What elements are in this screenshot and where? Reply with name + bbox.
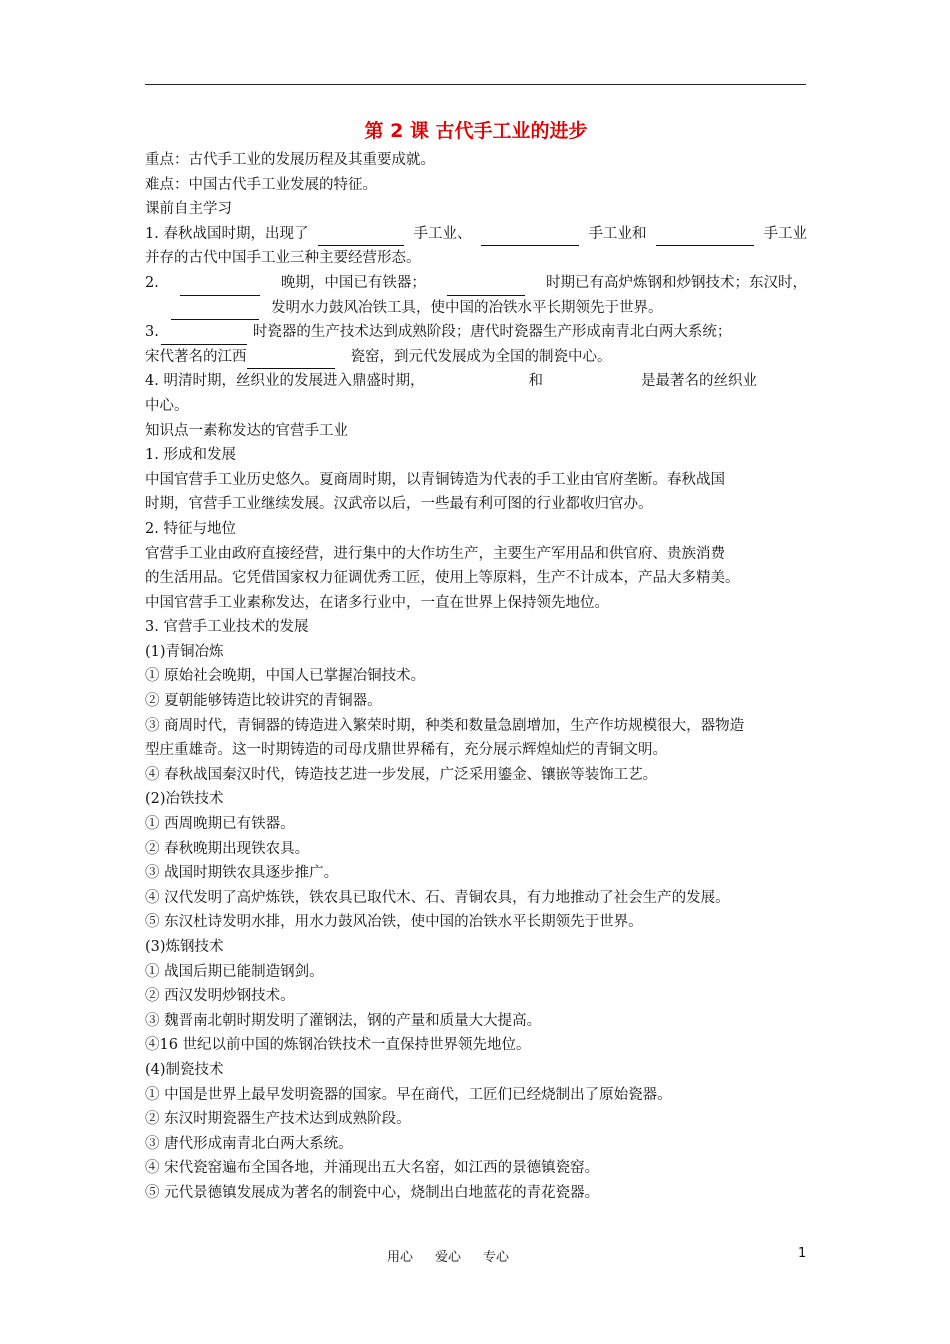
- list-item: ① 原始社会晚期，中国人已掌握冶铜技术。: [145, 668, 426, 685]
- question-3-line: 3. 时瓷器的生产技术达到成熟阶段；唐代时瓷器生产形成南青北白两大系统；: [145, 320, 807, 345]
- list-item: ③ 唐代形成南青北白两大系统。: [145, 1135, 353, 1152]
- list-item: ④ 汉代发明了高炉炼铁，铁农具已取代木、石、青铜农具，有力地推动了社会生产的发展。: [145, 889, 730, 906]
- subsection-heading: (2)冶铁技术: [145, 791, 224, 808]
- question-4-line-2: 中心。: [145, 397, 189, 414]
- list-item: ③ 战国时期铁农具逐步推广。: [145, 865, 339, 882]
- footer-motto: 用心 爱心 专心: [387, 1250, 510, 1265]
- lesson-title: 第 2 课 古代手工业的进步: [364, 120, 588, 142]
- key-points: 重点：古代手工业的发展历程及其重要成就。: [145, 152, 435, 168]
- fill-blank[interactable]: [161, 327, 247, 345]
- header-rule: [145, 84, 806, 85]
- list-item: ① 战国后期已能制造钢剑。: [145, 963, 324, 980]
- list-item: ① 中国是世界上最早发明瓷器的国家。早在商代，工匠们已经烧制出了原始瓷器。: [145, 1086, 672, 1103]
- paragraph-line: 中国官营手工业历史悠久。夏商周时期，以青铜铸造为代表的手工业由官府垄断。春秋战国: [145, 471, 725, 488]
- fill-blank[interactable]: [447, 278, 525, 296]
- question-4-line: 4. 明清时期，丝织业的发展进入鼎盛时期， 和 是最著名的丝织业: [145, 373, 757, 390]
- list-item: ④16 世纪以前中国的炼钢冶铁技术一直保持世界领先地位。: [145, 1037, 531, 1054]
- section-heading: 3. 官营手工业技术的发展: [145, 619, 309, 636]
- paragraph-line: 时期，官营手工业继续发展。汉武帝以后，一些最有利可图的行业都收归官办。: [145, 496, 653, 513]
- knowledge-heading: 知识点一素称发达的官营手工业: [145, 422, 348, 439]
- list-item: ② 春秋晚期出现铁农具。: [145, 840, 310, 857]
- fill-blank[interactable]: [656, 228, 754, 246]
- list-item: 型庄重雄奇。这一时期铸造的司母戊鼎世界稀有，充分展示辉煌灿烂的青铜文明。: [145, 742, 667, 759]
- document-body: [145, 118, 807, 1206]
- subsection-heading: (1)青铜冶炼: [145, 643, 224, 660]
- fill-blank[interactable]: [481, 228, 579, 246]
- question-1-line-2: 并存的古代中国手工业三种主要经营形态。: [145, 250, 421, 267]
- list-item: ③ 魏晋南北朝时期发明了灌钢法，钢的产量和质量大大提高。: [145, 1012, 542, 1029]
- paragraph-line: 中国官营手工业素称发达，在诸多行业中，一直在世界上保持领先地位。: [145, 594, 609, 611]
- page-number: 1: [798, 1246, 807, 1261]
- subsection-heading: (4)制瓷技术: [145, 1061, 224, 1078]
- list-item: ⑤ 元代景德镇发展成为著名的制瓷中心，烧制出白地蓝花的青花瓷器。: [145, 1184, 600, 1201]
- question-2-line: 2. 晚期，中国已有铁器； 时期已有高炉炼钢和炒钢技术；东汉时，: [145, 271, 807, 296]
- difficult-points: 难点：中国古代手工业发展的特征。: [145, 176, 377, 193]
- list-item: ② 西汉发明炒钢技术。: [145, 988, 295, 1005]
- list-item: ④ 宋代瓷窑遍布全国各地，并涌现出五大名窑，如江西的景德镇瓷窑。: [145, 1160, 600, 1177]
- list-item: ④ 春秋战国秦汉时代，铸造技艺进一步发展，广泛采用鎏金、镶嵌等装饰工艺。: [145, 766, 658, 783]
- question-1-line: 1. 春秋战国时期，出现了 手工业、 手工业和 手工业: [145, 222, 807, 247]
- paragraph-line: 官营手工业由政府直接经营，进行集中的大作坊生产，主要生产军用品和供官府、贵族消费: [145, 545, 725, 562]
- list-item: ⑤ 东汉杜诗发明水排，用水力鼓风冶铁，使中国的冶铁水平长期领先于世界。: [145, 914, 643, 931]
- question-3-line-2: 宋代著名的江西 瓷窑，到元代发展成为全国的制瓷中心。: [145, 345, 807, 370]
- section-heading: 2. 特征与地位: [145, 520, 236, 537]
- fill-blank[interactable]: [247, 351, 335, 369]
- list-item: ② 夏朝能够铸造比较讲究的青铜器。: [145, 693, 382, 710]
- list-item: ① 西周晚期已有铁器。: [145, 816, 295, 833]
- fill-blank[interactable]: [180, 278, 260, 296]
- paragraph-line: 的生活用品。它凭借国家权力征调优秀工匠，使用上等原料，生产不计成本，产品大多精美。: [145, 570, 740, 587]
- fill-blank[interactable]: [171, 302, 259, 320]
- subsection-heading: (3)炼钢技术: [145, 939, 224, 955]
- section-heading: 1. 形成和发展: [145, 447, 236, 464]
- prestudy-heading: 课前自主学习: [145, 201, 232, 218]
- list-item: ② 东汉时期瓷器生产技术达到成熟阶段。: [145, 1111, 411, 1128]
- fill-blank[interactable]: [318, 228, 404, 246]
- question-2-line-2: 发明水力鼓风冶铁工具，使中国的冶铁水平长期领先于世界。: [145, 296, 807, 321]
- list-item: ③ 商周时代，青铜器的铸造进入繁荣时期，种类和数量急剧增加，生产作坊规模很大，器物造: [145, 717, 745, 734]
